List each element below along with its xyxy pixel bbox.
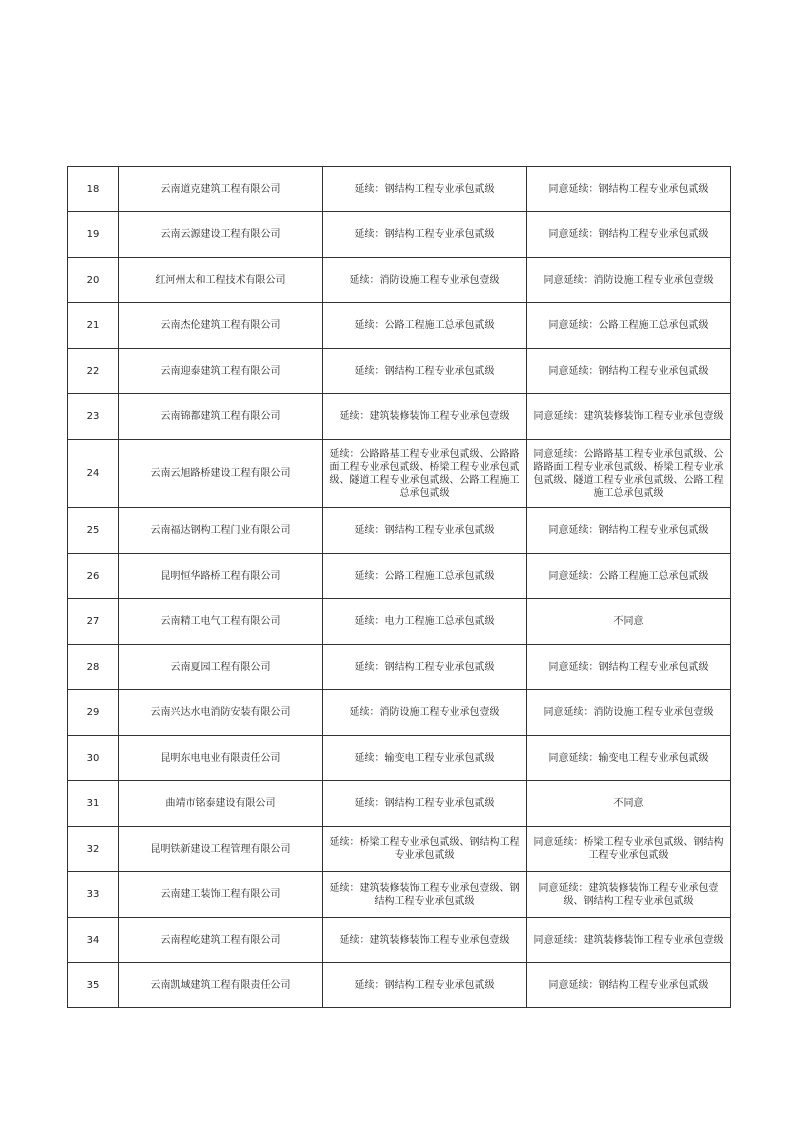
company-name: 云南凯域建筑工程有限责任公司 xyxy=(119,963,323,1008)
row-number: 23 xyxy=(68,394,119,440)
review-result: 同意延续：输变电工程专业承包贰级 xyxy=(527,736,731,781)
row-number: 35 xyxy=(68,963,119,1008)
review-result: 同意延续：消防设施工程专业承包壹级 xyxy=(527,258,731,303)
table-row xyxy=(68,599,731,645)
review-result: 同意延续：公路工程施工总承包贰级 xyxy=(527,554,731,599)
application-content: 延续：电力工程施工总承包贰级 xyxy=(323,599,527,645)
row-number: 31 xyxy=(68,781,119,827)
table-row xyxy=(68,508,731,554)
company-name: 昆明铁新建设工程管理有限公司 xyxy=(119,827,323,872)
table-row xyxy=(68,645,731,690)
review-result: 同意延续：钢结构工程专业承包贰级 xyxy=(527,645,731,690)
application-content: 延续：钢结构工程专业承包贰级 xyxy=(323,349,527,394)
table-body xyxy=(68,167,731,1008)
company-name: 云南云源建设工程有限公司 xyxy=(119,212,323,258)
company-name: 云南锦都建筑工程有限公司 xyxy=(119,394,323,440)
application-content: 延续：钢结构工程专业承包贰级 xyxy=(323,212,527,258)
table-row xyxy=(68,918,731,963)
qualification-table xyxy=(67,166,731,1008)
row-number: 25 xyxy=(68,508,119,554)
table-row xyxy=(68,394,731,440)
review-result: 同意延续：钢结构工程专业承包贰级 xyxy=(527,508,731,554)
table-row xyxy=(68,554,731,599)
table-row xyxy=(68,872,731,918)
review-result: 不同意 xyxy=(527,781,731,827)
company-name: 云南夏园工程有限公司 xyxy=(119,645,323,690)
company-name: 曲靖市铭泰建设有限公司 xyxy=(119,781,323,827)
review-result: 同意延续：钢结构工程专业承包贰级 xyxy=(527,963,731,1008)
row-number: 33 xyxy=(68,872,119,918)
review-result: 同意延续：钢结构工程专业承包贰级 xyxy=(527,212,731,258)
review-result: 同意延续：消防设施工程专业承包壹级 xyxy=(527,690,731,736)
review-result: 同意延续：建筑装修装饰工程专业承包壹级、钢结构工程专业承包贰级 xyxy=(527,872,731,918)
application-content: 延续：消防设施工程专业承包壹级 xyxy=(323,258,527,303)
review-result: 同意延续：公路路基工程专业承包贰级、公路路面工程专业承包贰级、桥梁工程专业承包贰级、隧道工程专业承包贰级、公路工程施工总承包贰级 xyxy=(527,440,731,508)
application-content: 延续：建筑装修装饰工程专业承包壹级、钢结构工程专业承包贰级 xyxy=(323,872,527,918)
table-row xyxy=(68,781,731,827)
application-content: 延续：建筑装修装饰工程专业承包壹级 xyxy=(323,394,527,440)
row-number: 22 xyxy=(68,349,119,394)
review-result: 不同意 xyxy=(527,599,731,645)
row-number: 20 xyxy=(68,258,119,303)
application-content: 延续：消防设施工程专业承包壹级 xyxy=(323,690,527,736)
table-row xyxy=(68,440,731,508)
application-content: 延续：公路工程施工总承包贰级 xyxy=(323,303,527,349)
company-name: 红河州太和工程技术有限公司 xyxy=(119,258,323,303)
row-number: 26 xyxy=(68,554,119,599)
application-content: 延续：公路工程施工总承包贰级 xyxy=(323,554,527,599)
row-number: 21 xyxy=(68,303,119,349)
review-result: 同意延续：建筑装修装饰工程专业承包壹级 xyxy=(527,394,731,440)
row-number: 19 xyxy=(68,212,119,258)
review-result: 同意延续：钢结构工程专业承包贰级 xyxy=(527,167,731,212)
table-row xyxy=(68,212,731,258)
review-result: 同意延续：钢结构工程专业承包贰级 xyxy=(527,349,731,394)
review-result: 同意延续：桥梁工程专业承包贰级、钢结构工程专业承包贰级 xyxy=(527,827,731,872)
application-content: 延续：建筑装修装饰工程专业承包壹级 xyxy=(323,918,527,963)
table-row xyxy=(68,736,731,781)
application-content: 延续：钢结构工程专业承包贰级 xyxy=(323,963,527,1008)
table-row xyxy=(68,827,731,872)
table-row xyxy=(68,963,731,1008)
row-number: 28 xyxy=(68,645,119,690)
company-name: 云南精工电气工程有限公司 xyxy=(119,599,323,645)
review-result: 同意延续：建筑装修装饰工程专业承包壹级 xyxy=(527,918,731,963)
row-number: 30 xyxy=(68,736,119,781)
row-number: 24 xyxy=(68,440,119,508)
application-content: 延续：钢结构工程专业承包贰级 xyxy=(323,645,527,690)
company-name: 云南兴达水电消防安装有限公司 xyxy=(119,690,323,736)
company-name: 云南迎泰建筑工程有限公司 xyxy=(119,349,323,394)
company-name: 云南杰伦建筑工程有限公司 xyxy=(119,303,323,349)
table-row xyxy=(68,690,731,736)
application-content: 延续：钢结构工程专业承包贰级 xyxy=(323,508,527,554)
company-name: 云南建工装饰工程有限公司 xyxy=(119,872,323,918)
application-content: 延续：钢结构工程专业承包贰级 xyxy=(323,781,527,827)
row-number: 34 xyxy=(68,918,119,963)
application-content: 延续：公路路基工程专业承包贰级、公路路面工程专业承包贰级、桥梁工程专业承包贰级、隧道工程专业承包贰级、公路工程施工总承包贰级 xyxy=(323,440,527,508)
table-row xyxy=(68,303,731,349)
table-row xyxy=(68,258,731,303)
row-number: 18 xyxy=(68,167,119,212)
application-content: 延续：桥梁工程专业承包贰级、钢结构工程专业承包贰级 xyxy=(323,827,527,872)
table-row xyxy=(68,167,731,212)
table-row xyxy=(68,349,731,394)
company-name: 昆明东电电业有限责任公司 xyxy=(119,736,323,781)
row-number: 29 xyxy=(68,690,119,736)
company-name: 云南福达钢构工程门业有限公司 xyxy=(119,508,323,554)
company-name: 云南道克建筑工程有限公司 xyxy=(119,167,323,212)
application-content: 延续：输变电工程专业承包贰级 xyxy=(323,736,527,781)
row-number: 27 xyxy=(68,599,119,645)
company-name: 云南程屹建筑工程有限公司 xyxy=(119,918,323,963)
application-content: 延续：钢结构工程专业承包贰级 xyxy=(323,167,527,212)
review-result: 同意延续：公路工程施工总承包贰级 xyxy=(527,303,731,349)
row-number: 32 xyxy=(68,827,119,872)
company-name: 昆明恒华路桥工程有限公司 xyxy=(119,554,323,599)
company-name: 云南云旭路桥建设工程有限公司 xyxy=(119,440,323,508)
